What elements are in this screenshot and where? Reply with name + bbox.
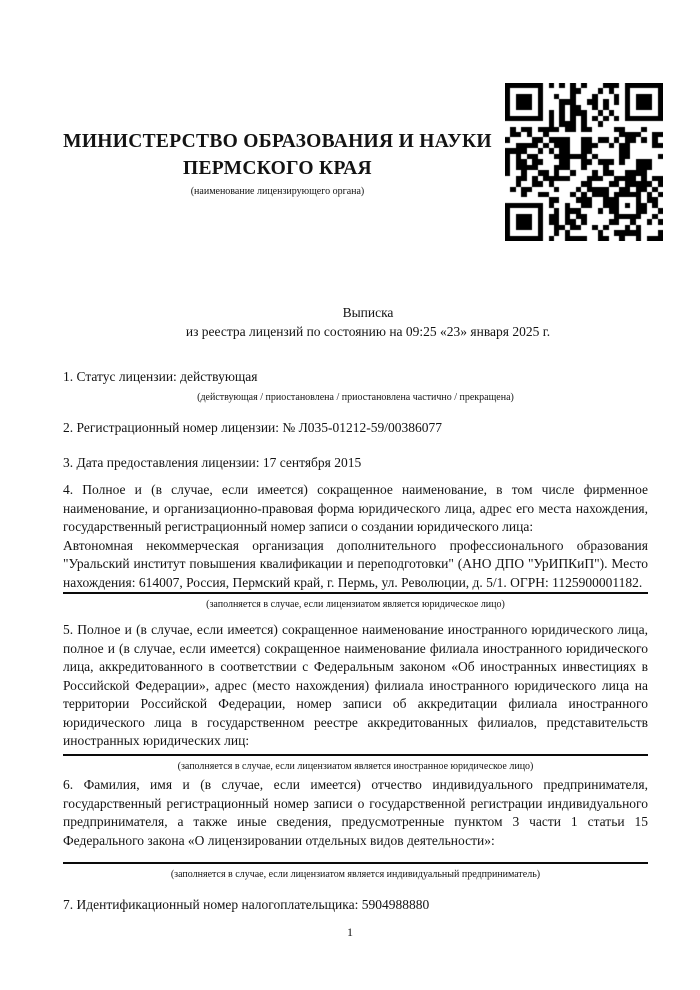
registration-number-text: 2. Регистрационный номер лицензии: № Л035-01212-59/00386077 [63,420,443,435]
license-status-text: 1. Статус лицензии: действующая [63,369,258,384]
legal-entity-question-text: 4. Полное и (в случае, если имеется) сокращенное наименование, в том числе фирменное наименование, и организационно-правовая форма юридического лица, адрес его места нахождения, государственный регистрационный номер записи о создании юридического лица: [63,482,648,534]
title-line1: Выписка [342,305,394,320]
item-individual-entrepreneur-details [63,776,648,885]
licensing-authority-header [40,129,515,197]
document-title [63,304,673,341]
licensing-authority-caption: (наименование лицензирующего органа) [190,186,365,197]
ministry-name-line1: МИНИСТЕРСТВО ОБРАЗОВАНИЯ И НАУКИ [63,131,492,152]
license-status-options-caption: (действующая / приостановлена / приостановлена частично / прекращена) [197,391,514,403]
fill-line [63,862,648,864]
item-foreign-entity-details [63,621,648,776]
foreign-entity-question-text: 5. Полное и (в случае, если имеется) сокращенное наименование иностранного юридического лица, полное и (в случае, если имеется) сокращенное наименование филиала иностранного юридического лица, аккредитованного в соответствии с Федеральным законом «Об иностранных инвестициях в Российской Федерации», адрес (место нахождения) филиала иностранного юридического лица на территории Российской Федерации, номер записи об аккредитации филиала иностранного юридического лица в государственном реестре аккредитованных филиалов, представительств иностранных юридических лиц: [63,622,648,748]
fill-line [63,592,648,594]
title-line2: из реестра лицензий по состоянию на 09:25 «23» января 2025 г. [185,323,551,339]
qr-code-canvas [505,83,663,241]
qr-code-image [505,83,663,241]
foreign-entity-fill-caption: (заполняется в случае, если лицензиатом является иностранное юридическое лицо) [177,760,534,772]
fill-line [63,754,648,756]
item-taxpayer-number [63,896,648,915]
license-grant-date-text: 3. Дата предоставления лицензии: 17 сентября 2015 [63,455,362,470]
page-number: 1 [347,925,353,939]
item-license-grant-date [63,454,648,473]
taxpayer-number-text: 7. Идентификационный номер налогоплательщика: 5904988880 [63,897,430,912]
legal-entity-fill-caption: (заполняется в случае, если лицензиатом является юридическое лицо) [206,599,505,610]
ministry-name-line2: ПЕРМСКОГО КРАЯ [183,157,372,179]
individual-entrepreneur-fill-caption: (заполняется в случае, если лицензиатом является индивидуальный предприниматель) [170,869,541,880]
item-registration-number [63,419,648,438]
item-legal-entity-details [63,481,648,615]
legal-entity-value-text: Автономная некоммерческая организация дополнительного профессионального образования "Уральский институт повышения квалификации и переподготовки" (АНО ДПО "УрИПКиП"). Место нахождения: 614007, Россия, Пермский край, г. Пермь, ул. Революции, д. 5/1. ОГРН: 1125900001182. [63,537,648,590]
individual-entrepreneur-question-text: 6. Фамилия, имя и (в случае, если имеется) отчество индивидуального предпринимателя, государственный регистрационный номер записи о государственной регистрации индивидуального предпринимателя, а также иные сведения, предусмотренные пунктом 3 части 1 статьи 15 Федерального закона «О лицензировании отдельных видов деятельности»: [63,777,648,848]
item-license-status [63,368,648,407]
